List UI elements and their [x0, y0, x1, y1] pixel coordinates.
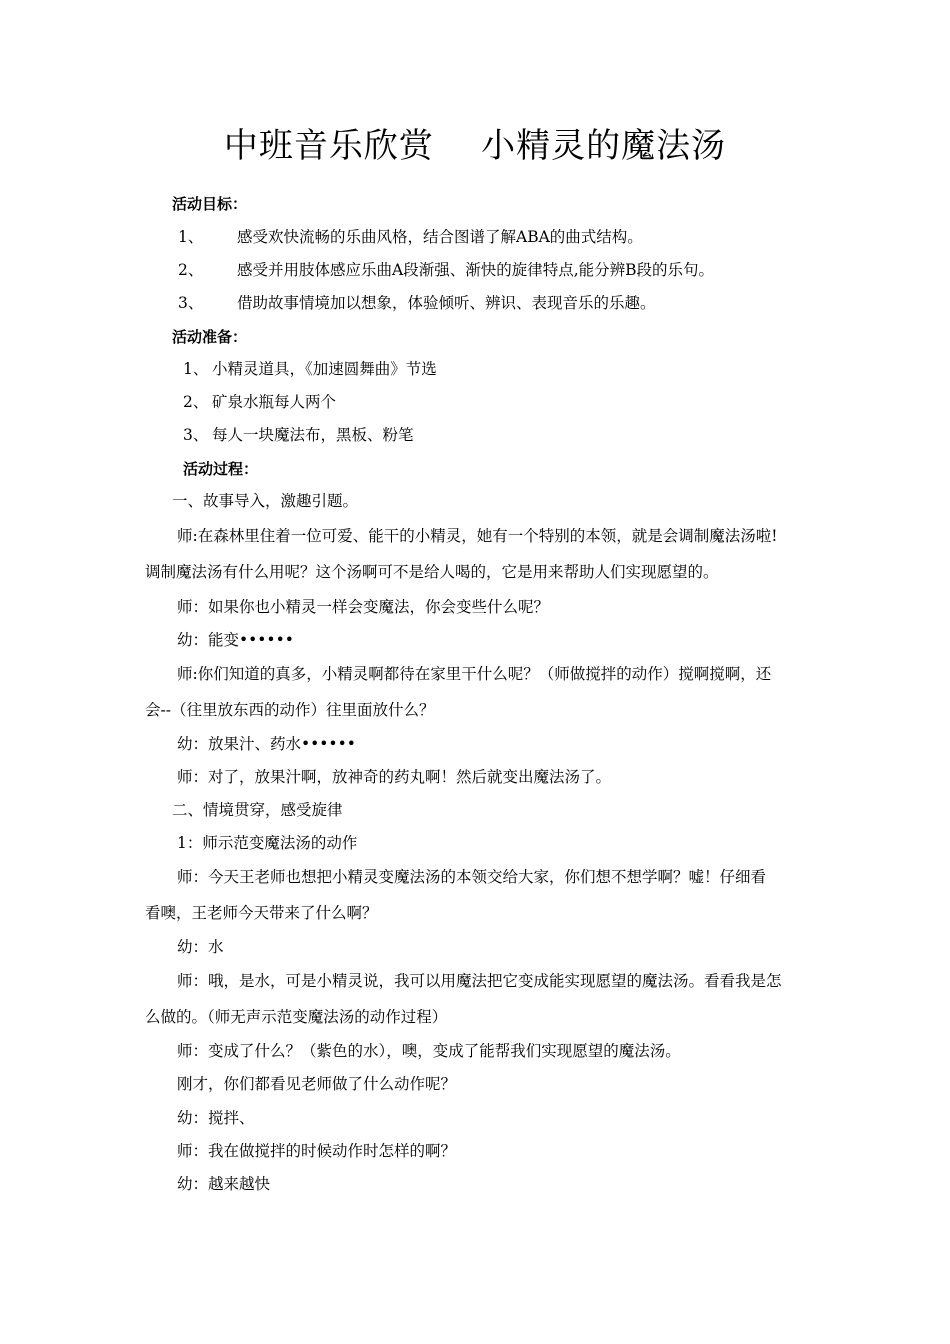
process-heading: 活动过程： [183, 460, 259, 478]
process-line: 会--（往里放东西的动作）往里面放什么？ [145, 701, 435, 719]
goal-number: 2、 [178, 261, 204, 279]
prep-text: 小精灵道具，《加速圆舞曲》节选 [212, 360, 437, 378]
process-line: 师：我在做搅拌的时候动作时怎样的啊？ [177, 1142, 457, 1160]
process-line: 幼：水 [177, 938, 224, 956]
process-line: 看噢，王老师今天带来了什么啊？ [145, 904, 378, 922]
prep-text: 矿泉水瓶每人两个 [212, 393, 337, 411]
process-line: 幼：搅拌、 [177, 1109, 255, 1127]
process-line: 师：如果你也小精灵一样会变魔法，你会变些什么呢？ [177, 598, 550, 616]
goal-item [178, 227, 643, 247]
goal-text: 借助故事情境加以想象，体验倾听、辨识、表现音乐的乐趣。 [237, 294, 656, 312]
process-line: 师：今天王老师也想把小精灵变魔法汤的本领交给大家，你们想不想学啊？嘘！仔细看 [177, 868, 767, 886]
prep-number: 1、 [183, 360, 209, 378]
goal-number: 3、 [178, 294, 204, 312]
goals-heading: 活动目标： [172, 195, 248, 213]
goal-text: 感受欢快流畅的乐曲风格，结合图谱了解ABA的曲式结构。 [237, 228, 643, 246]
prep-item [183, 425, 414, 445]
prep-number: 2、 [183, 393, 209, 411]
prep-item [183, 392, 336, 412]
goal-item [178, 260, 714, 280]
document-title: 中班音乐欣赏 小精灵的魔法汤 [223, 126, 727, 166]
process-line: 幼：能变•••••• [177, 631, 294, 649]
process-line: 刚才，你们都看见老师做了什么动作呢？ [177, 1075, 457, 1093]
process-line: 二、情境贯穿，感受旋律 [172, 801, 343, 819]
prep-item [183, 359, 437, 379]
prep-text: 每人一块魔法布，黑板、粉笔 [212, 426, 414, 444]
process-line: 1：师示范变魔法汤的动作 [177, 834, 358, 852]
goal-number: 1、 [178, 228, 204, 246]
process-line: 师：哦，是水，可是小精灵说，我可以用魔法把它变成能实现愿望的魔法汤。看看我是怎 [177, 972, 782, 990]
process-line: 师:你们知道的真多，小精灵啊都待在家里干什么呢？（师做搅拌的动作）搅啊搅啊，还 [177, 665, 772, 683]
process-line: 师：对了，放果汁啊，放神奇的药丸啊！然后就变出魔法汤了。 [177, 768, 612, 786]
process-line: 师：变成了什么？（紫色的水），噢，变成了能帮我们实现愿望的魔法汤。 [177, 1042, 681, 1060]
goal-item [178, 293, 656, 313]
process-line: 幼：放果汁、药水•••••• [177, 735, 356, 753]
prep-number: 3、 [183, 426, 209, 444]
process-line: 调制魔法汤有什么用呢？这个汤啊可不是给人喝的，它是用来帮助人们实现愿望的。 [145, 563, 719, 581]
process-line: 师:在森林里住着一位可爱、能干的小精灵，她有一个特别的本领，就是会调制魔法汤啦! [177, 527, 778, 545]
process-line: 幼：越来越快 [177, 1175, 271, 1193]
goal-text: 感受并用肢体感应乐曲A段渐强、渐快的旋律特点,能分辨B段的乐句。 [237, 261, 715, 279]
prep-heading: 活动准备： [172, 328, 248, 346]
process-line: 么做的。（师无声示范变魔法汤的动作过程） [145, 1008, 448, 1026]
process-line: 一、故事导入，激趣引题。 [172, 492, 359, 510]
